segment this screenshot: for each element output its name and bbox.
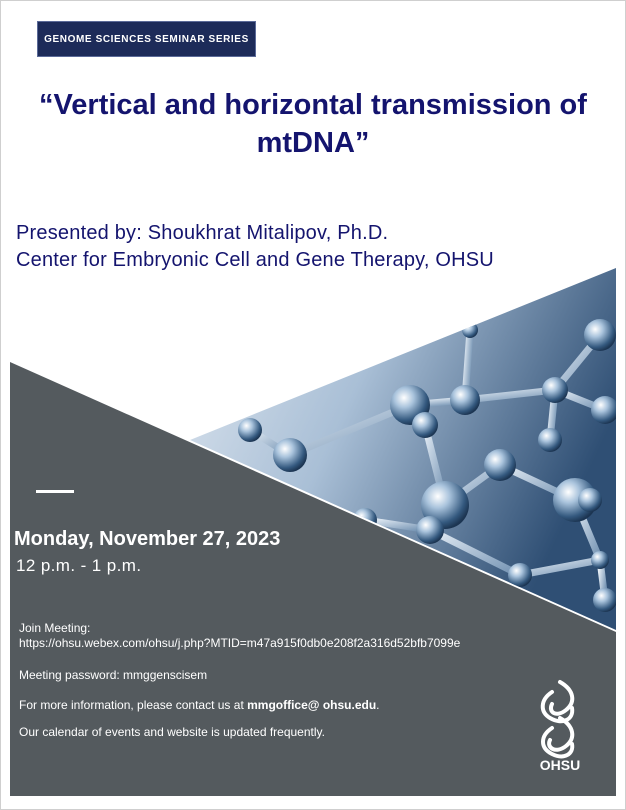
presenter-name: Presented by: Shoukhrat Mitalipov, Ph.D.	[16, 222, 389, 244]
calendar-note: Our calendar of events and website is updated frequently.	[19, 725, 325, 739]
contact-line	[19, 697, 380, 713]
talk-title-line-2: mtDNA”	[256, 127, 370, 159]
join-meeting-label: Join Meeting:	[19, 621, 91, 635]
talk-title-line-1: “Vertical and horizontal transmission of	[39, 89, 587, 121]
join-meeting-link[interactable]: https://ohsu.webex.com/ohsu/j.php?MTID=m47a915f0db0e208f2a316d52bfb7099e	[19, 636, 461, 650]
meeting-password: Meeting password: mmggenscisem	[19, 668, 208, 682]
accent-divider	[36, 490, 74, 493]
event-date: Monday, November 27, 2023	[14, 528, 281, 550]
series-badge: GENOME SCIENCES SEMINAR SERIES	[37, 21, 256, 57]
contact-suffix: .	[376, 698, 380, 712]
contact-email-link[interactable]: mmgoffice@ ohsu.edu	[247, 698, 377, 712]
ohsu-logo-text: OHSU	[539, 757, 581, 773]
event-time: 12 p.m. - 1 p.m.	[16, 556, 142, 575]
contact-prefix: For more information, please contact us at	[19, 698, 248, 712]
presenter-affiliation: Center for Embryonic Cell and Gene Therapy, OHSU	[16, 249, 494, 271]
